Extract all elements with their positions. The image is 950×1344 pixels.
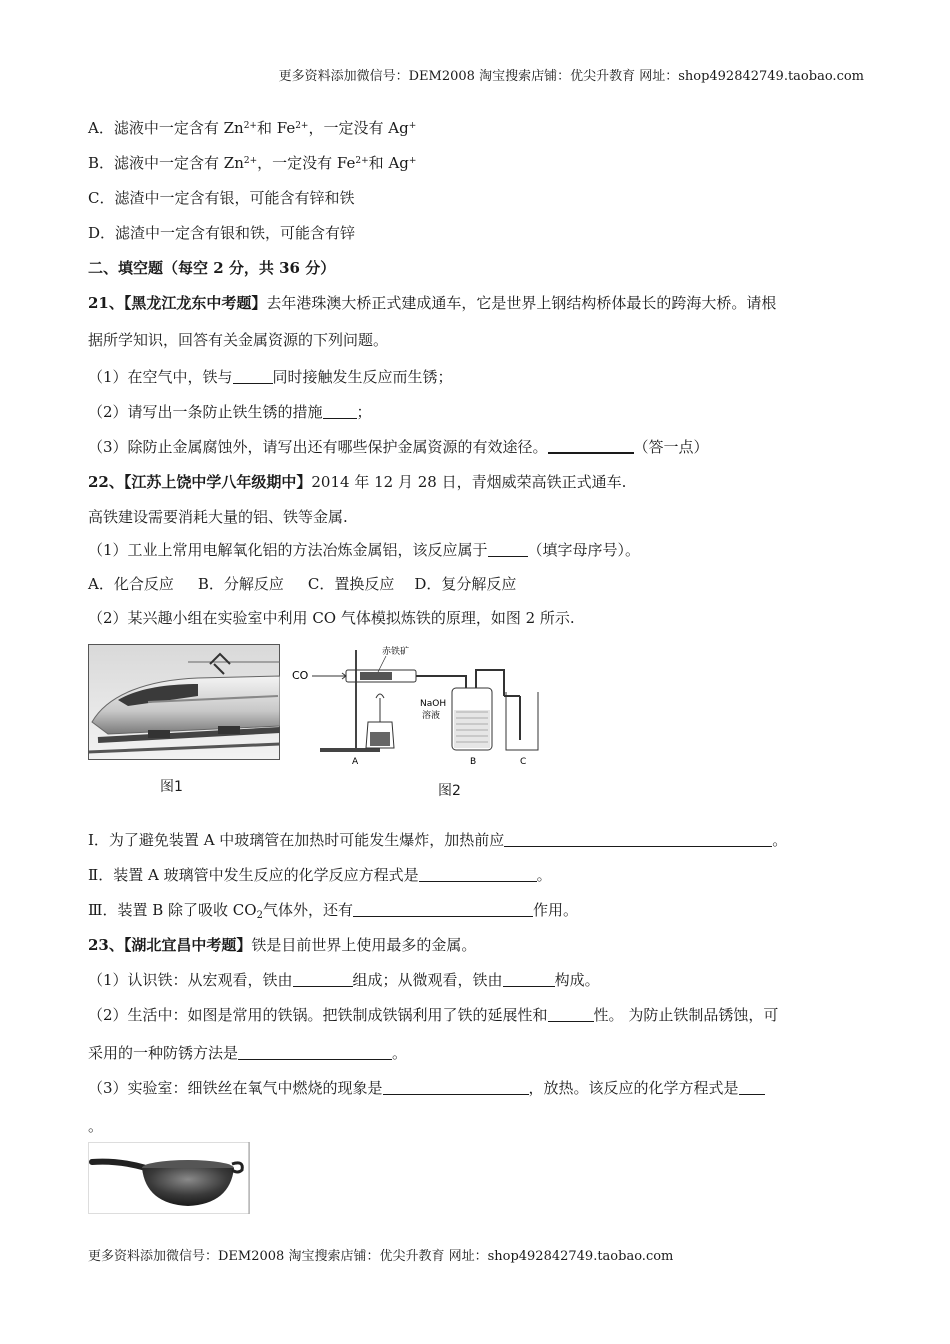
- q22-part-iii: Ⅲ．装置 B 除了吸收 $CO_2$气体外，还有 作用。: [88, 901, 578, 921]
- q21-stem: 21、【黑龙江龙东中考题】去年港珠澳大桥正式建成通车，它是世界上钢结构桥体最长的跨海大桥。请根: [88, 294, 777, 312]
- q22-options: A．化合反应 B．分解反应 C．置换反应 D．复分解反应: [88, 575, 517, 593]
- figure-1-caption: 图1: [160, 779, 183, 795]
- answer-blank[interactable]: [504, 831, 772, 847]
- q23-part3-end: 。: [88, 1117, 104, 1135]
- q22-stem: 22、【江苏上饶中学八年级期中】2014 年 12 月 28 日，青烟威荣高铁正式通车.: [88, 473, 627, 491]
- q22-stem-cont: 高铁建设需要消耗大量的铝、铁等金属.: [88, 508, 348, 526]
- page-header: 更多资料添加微信号：DEM2008 淘宝搜索店铺：优尖升教育 网址：shop492842749.taobao.com: [278, 69, 864, 84]
- q21-stem-cont: 据所学知识，回答有关金属资源的下列问题。: [88, 331, 389, 349]
- q20-option-c: C．滤渣中一定含有银，可能含有锌和铁: [88, 189, 355, 207]
- q23-part1: （1）认识铁：从宏观看，铁由 组成；从微观看，铁由 构成。: [88, 971, 600, 989]
- section-title: 二、填空题（每空 2 分，共 36 分）: [88, 259, 336, 277]
- train-image: [88, 644, 280, 760]
- q21-part1: （1）在空气中，铁与 同时接触发生反应而生锈；: [88, 368, 453, 386]
- answer-blank[interactable]: [503, 971, 555, 987]
- q20-option-a: A．滤液中一定含有 $Zn^{2+}$和 $Fe^{2+}$，一定没有 Ag+: [88, 119, 417, 137]
- label-b: B: [470, 757, 477, 767]
- q22-part-i: I．为了避免装置 A 中玻璃管在加热时可能发生爆炸，加热前应 。: [88, 831, 788, 849]
- q21-part2: （2）请写出一条防止铁生锈的措施 ；: [88, 403, 372, 421]
- apparatus-diagram: [290, 640, 560, 768]
- figure-2-caption: 图2: [438, 783, 461, 799]
- label-a: A: [352, 757, 359, 767]
- answer-blank[interactable]: [233, 368, 273, 384]
- q20-option-d: D．滤渣中一定含有银和铁，可能含有锌: [88, 224, 356, 242]
- ore-label: 赤铁矿: [382, 647, 410, 657]
- answer-blank[interactable]: [323, 403, 357, 419]
- q21-part3: （3）除防止金属腐蚀外，请写出还有哪些保护金属资源的有效途径。 （答一点）: [88, 438, 709, 456]
- solution-label: 溶液: [422, 711, 441, 721]
- answer-blank[interactable]: [383, 1079, 529, 1095]
- answer-blank[interactable]: [548, 1006, 594, 1022]
- page-footer: 更多资料添加微信号：DEM2008 淘宝搜索店铺：优尖升教育 网址：shop492842749.taobao.com: [88, 1249, 674, 1264]
- answer-blank[interactable]: [419, 866, 537, 882]
- answer-blank[interactable]: [548, 437, 634, 454]
- q23-stem: 23、【湖北宜昌中考题】铁是目前世界上使用最多的金属。: [88, 936, 477, 954]
- q23-part2-cont: 采用的一种防锈方法是 。: [88, 1044, 408, 1062]
- q23-part3: （3）实验室：细铁丝在氧气中燃烧的现象是 ，放热。该反应的化学方程式是: [88, 1078, 765, 1098]
- q20-option-b: B．滤液中一定含有 $Zn^{2+}$，一定没有 $Fe^{2+}$和 Ag+: [88, 154, 417, 172]
- answer-blank[interactable]: [238, 1044, 392, 1060]
- answer-blank[interactable]: [353, 901, 533, 917]
- q22-part1: （1）工业上常用电解氧化铝的方法冶炼金属铝，该反应属于 （填字母序号）。: [88, 541, 641, 559]
- q23-part2: （2）生活中：如图是常用的铁锅。把铁制成铁锅利用了铁的延展性和 性。 为防止铁制品锈蚀，可: [88, 1006, 779, 1024]
- q22-part-ii: Ⅱ．装置 A 玻璃管中发生反应的化学反应方程式是 。: [88, 866, 552, 884]
- naoh-label: NaOH: [420, 699, 447, 709]
- label-c: C: [520, 757, 527, 767]
- q22-part2: （2）某兴趣小组在实验室中利用 CO 气体模拟炼铁的原理，如图 2 所示.: [88, 609, 575, 627]
- answer-blank[interactable]: [488, 541, 528, 557]
- answer-blank[interactable]: [293, 971, 353, 987]
- answer-blank[interactable]: [739, 1079, 765, 1095]
- wok-image: [88, 1142, 250, 1214]
- co-label: CO: [292, 669, 309, 682]
